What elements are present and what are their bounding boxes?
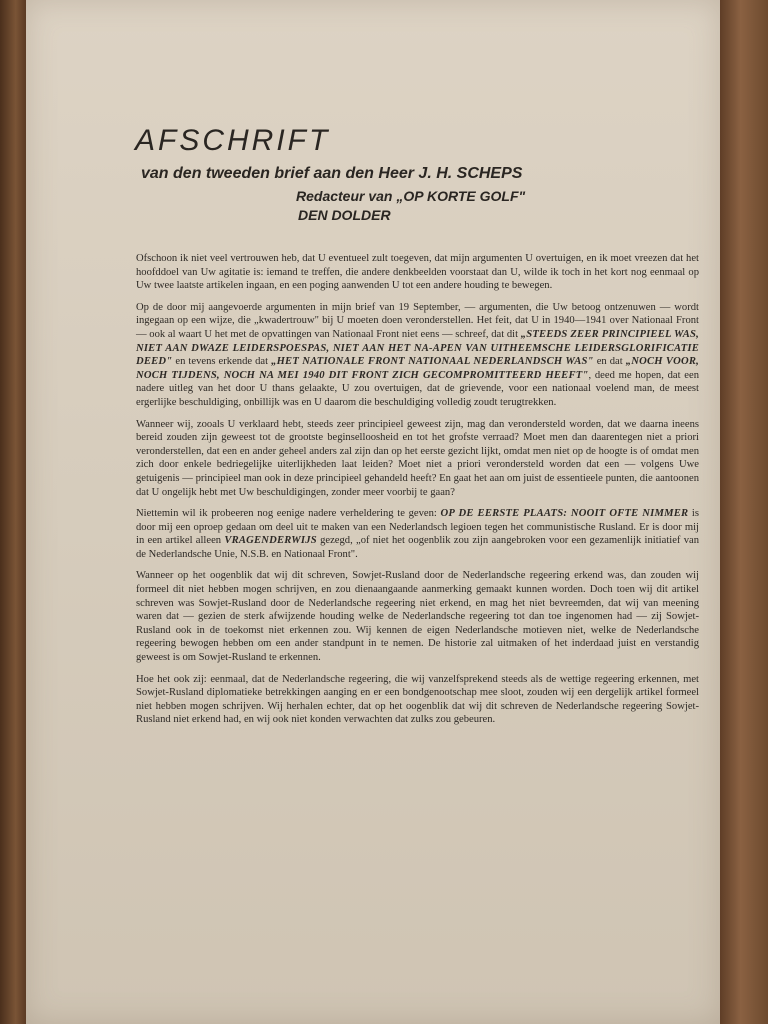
paragraph-text: is door mij een oproep gedaan om deel uit te maken van een Nederlandsch legioen tegen het communistische Rusland. Er is door mij in een artikel alleen	[136, 508, 700, 547]
paragraph	[136, 569, 699, 664]
document-title: AFSCHRIFT	[135, 124, 331, 157]
paragraph-text: , deed me hopen, dat een nadere uitleg van het door U thans gelaakte, U zou overtuigen, dat de grievende, voor een nationaal voelend man, de meest ergerlijke beschuldiging, onbillijk was en U daarom die beschuldiging volledig zoudt terugtrekken.	[136, 369, 699, 408]
paragraph-text: Op de door mij aangevoerde argumenten in mijn brief van 19 September, — argumenten, die Uw betoog ontzenuwen — wordt ingegaan op een wijze, die „kwadertrouw" bij U moeten doen veronderstellen. Het feit, dat U in 1940—1941 over Nationaal Front — ook al waart U het met de opvattingen van Nationaal Front niet eens — schreef, dat dit	[136, 301, 699, 340]
emphasized-text: VRAGENDERWIJS	[224, 535, 317, 547]
table-surface-right	[718, 0, 768, 1024]
editor-line: Redacteur van „OP KORTE GOLF"	[296, 188, 526, 204]
paragraph-text: en tevens erkende dat	[172, 356, 272, 368]
paragraph	[136, 252, 699, 293]
place-line: DEN DOLDER	[298, 207, 391, 223]
emphasized-text: „NOCH VOOR, NOCH TIJDENS, NOCH NA MEI 1940 DIT FRONT ZICH GECOMPROMITTEERD HEEFT"	[136, 356, 699, 381]
paragraph	[136, 673, 699, 727]
paragraph-text: Wanneer wij, zooals U verklaard hebt, steeds zeer principieel geweest zijn, mag dan verondersteld worden, dat we daarna ineens bereid zouden zijn geweest tot de grootste beginselloosheid en tot het grofste verraad? Moet men dan daarentegen niet a priori veronderstellen, dat een en ander geheel anders zal zijn dan op het eerste gezicht lijkt, omdat men niet op de hoogte is of omdat men zich door enkele bedriegelijke uiterlijkheden laat leiden? Moet niet a priori verondersteld worden dat een — volgens Uwe getuigenis — principieel man ook in deze principieel gehandeld heeft? En gaat het aan om juist de essentieele punten, die aantoonen dat U ongelijk hebt met Uw beschuldigingen, zonder meer voorbij te gaan?	[136, 418, 699, 498]
paragraph-text: Wanneer op het oogenblik dat wij dit schreven, Sowjet-Rusland door de Nederlandsche regeering erkend was, dan zouden wij formeel dit niet hebben mogen schrijven, en zou dienaangaande aanmerking gemaakt kunnen worden. Doch toen wij dit artikel schreven was Sowjet-Rusland door de Nederlandsche regeering niet erkend, en mag het niet bevreemden, dat wij van meening waren dat — gezien de sterk afwijzende houding welke de Nederlandsche regeering tot dan toe ingenomen had — zij Sowjet-Rusland ook in de toekomst niet erkennen zou. Wij kennen de eigen Nederlandsche motieven niet, welke de Nederlandsche regeering bewogen hebben om een ander standpunt in te nemen. De historie zal uitmaken of het inderdaad juist en verstandig geweest is om Sowjet-Rusland te erkennen.	[136, 570, 699, 664]
letter-body	[136, 252, 699, 735]
document-sheet	[26, 0, 720, 1024]
paragraph-text: Ofschoon ik niet veel vertrouwen heb, dat U eventueel zult toegeven, dat mijn argumenten U overtuigen, en ik moet vreezen dat het hoofddoel van Uw agitatie is: iemand te treffen, die andere denkbeelden voorstaat dan U, wilde ik toch in het kort nog eenmaal op Uw twee laatste artikelen ingaan, en een poging aanwenden U tot een andere houding te bewegen.	[136, 253, 699, 292]
paragraph-text: Hoe het ook zij: eenmaal, dat de Nederlandsche regeering, die wij vanzelfsprekend steeds als de wettige regeering erkennen, met Sowjet-Rusland diplomatieke betrekkingen aanging en er een bondgenootschap mee sloot, zouden wij een dergelijk artikel formeel niet hebben mogen schrijven. Wij herhalen echter, dat op het oogenblik dat wij dit schreven de Nederlandsche regeering Sowjet-Rusland niet erkend had, en wij ook niet konden verwachten dat zulks zou gebeuren.	[136, 673, 699, 726]
paragraph	[136, 507, 699, 561]
emphasized-text: „HET NATIONALE FRONT NATIONAAL NEDERLANDSCH WAS"	[271, 356, 594, 368]
paragraph-text: Niettemin wil ik probeeren nog eenige nadere verheldering te geven:	[136, 508, 441, 520]
paragraph-text: en dat	[593, 356, 626, 368]
paragraph	[136, 301, 699, 410]
paragraph-text: gezegd, „of niet het oogenblik zou zijn aangebroken voor een gezamenlijk initiatief van de Nederlandsche Unie, N.S.B. en Nationaal Front".	[136, 535, 699, 560]
emphasized-text: „STEEDS ZEER PRINCIPIEEL WAS, NIET AAN DWAZE LEIDERSPOESPAS, NIET AAN HET NA-APEN VAN UITHEEMSCHE LEIDERSGLORIFICATIE DEED"	[136, 328, 699, 368]
paragraph	[136, 418, 699, 500]
document-subtitle: van den tweeden brief aan den Heer J. H. SCHEPS	[141, 165, 523, 182]
emphasized-text: OP DE EERSTE PLAATS: NOOIT OFTE NIMMER	[440, 508, 689, 520]
table-surface-left	[0, 0, 26, 1024]
